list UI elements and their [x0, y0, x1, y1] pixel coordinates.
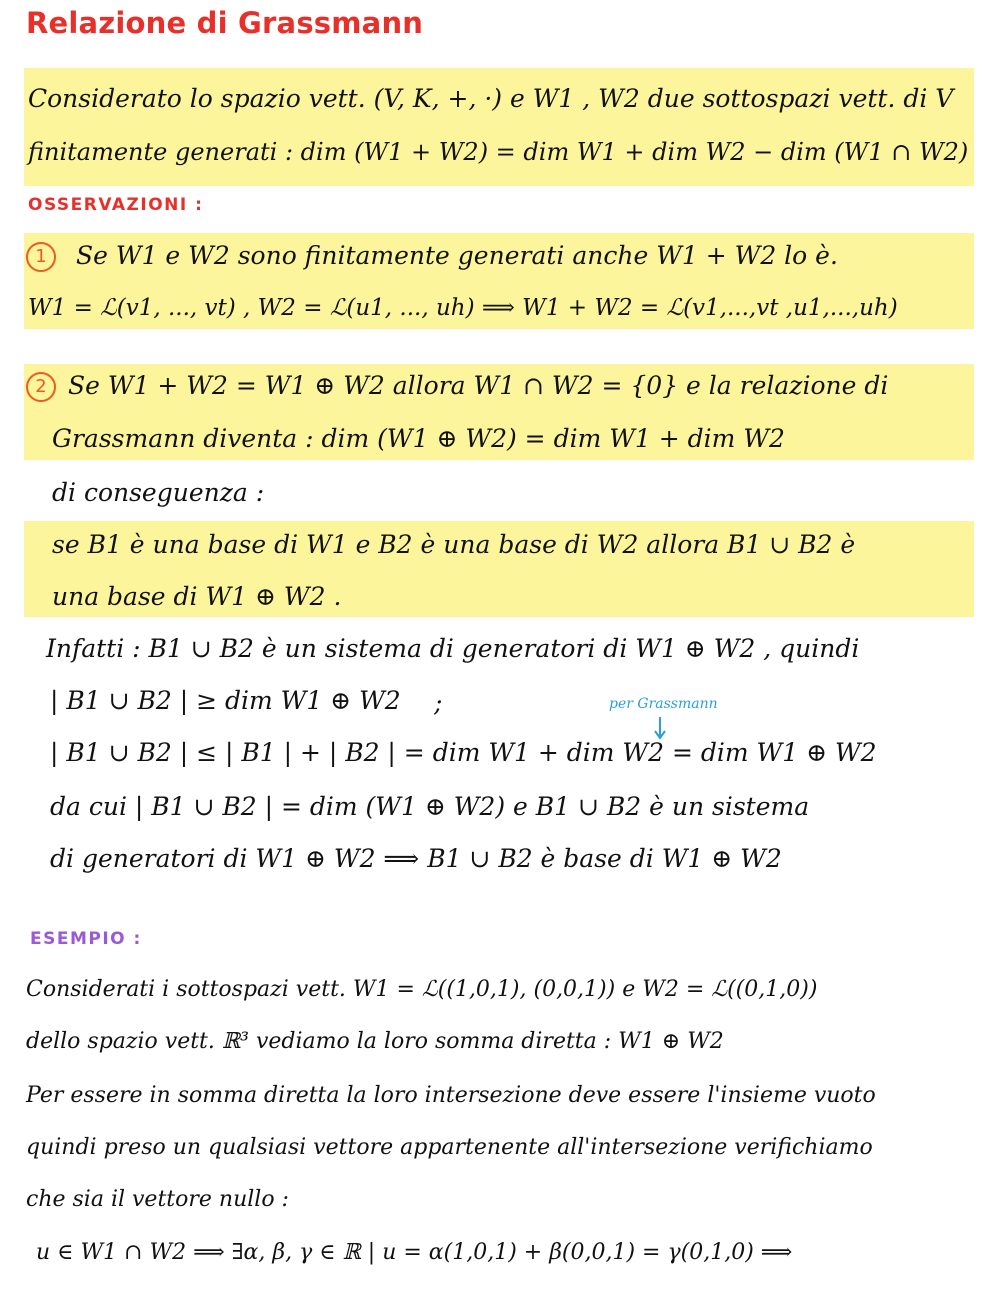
example-line-3: Per essere in somma diretta la loro intersezione deve essere l'insieme vuoto	[26, 1083, 876, 1108]
definition-line-2: finitamente generati : dim (W1 + W2) = dim W1 + dim W2 − dim (W1 ∩ W2)	[28, 138, 969, 166]
proof-line-2-semicolon: ;	[434, 688, 443, 717]
obs1-number-badge: 1	[26, 242, 56, 272]
obs2-line-1: Se W1 + W2 = W1 ⊕ W2 allora W1 ∩ W2 = {0} e la relazione di	[68, 371, 889, 400]
proof-line-5: di generatori di W1 ⊕ W2 ⟹ B1 ∪ B2 è base di W1 ⊕ W2	[50, 844, 782, 873]
definition-line-1: Considerato lo spazio vett. (V, K, +, ·) e W1 , W2 due sottospazi vett. di V	[28, 84, 954, 113]
obs2-number-badge: 2	[26, 372, 56, 402]
obs2-line-2: Grassmann diventa : dim (W1 ⊕ W2) = dim W1 + dim W2	[52, 424, 785, 453]
page-title: Relazione di Grassmann	[26, 6, 424, 40]
consequence-line-2: una base di W1 ⊕ W2 .	[52, 582, 342, 611]
obs1-line-2: W1 = ℒ(v1, ..., vt) , W2 = ℒ(u1, ..., uh) ⟹ W1 + W2 = ℒ(v1,...,vt ,u1,...,uh)	[28, 295, 898, 321]
observations-heading: OSSERVAZIONI :	[28, 195, 204, 215]
proof-line-4: da cui | B1 ∪ B2 | = dim (W1 ⊕ W2) e B1 ∪ B2 è un sistema	[50, 792, 810, 821]
example-line-5: che sia il vettore nullo :	[26, 1187, 289, 1212]
consequence-intro: di conseguenza :	[52, 478, 265, 507]
grassmann-note: per Grassmann	[609, 696, 718, 712]
example-line-2: dello spazio vett. ℝ³ vediamo la loro somma diretta : W1 ⊕ W2	[26, 1029, 724, 1054]
proof-line-2: | B1 ∪ B2 | ≥ dim W1 ⊕ W2	[50, 686, 401, 715]
example-line-1: Considerati i sottospazi vett. W1 = ℒ((1,0,1), (0,0,1)) e W2 = ℒ((0,1,0))	[26, 977, 818, 1002]
proof-line-1: Infatti : B1 ∪ B2 è un sistema di generatori di W1 ⊕ W2 , quindi	[46, 634, 860, 663]
proof-line-3: | B1 ∪ B2 | ≤ | B1 | + | B2 | = dim W1 + dim W2 = dim W1 ⊕ W2	[50, 738, 877, 767]
obs1-line-1: Se W1 e W2 sono finitamente generati anche W1 + W2 lo è.	[76, 241, 838, 270]
example-heading: ESEMPIO :	[30, 929, 142, 949]
consequence-line-1: se B1 è una base di W1 e B2 è una base di W2 allora B1 ∪ B2 è	[52, 530, 856, 559]
example-line-4: quindi preso un qualsiasi vettore appartenente all'intersezione verifichiamo	[26, 1135, 873, 1160]
example-line-6: u ∈ W1 ∩ W2 ⟹ ∃α, β, γ ∈ ℝ | u = α(1,0,1) + β(0,0,1) = γ(0,1,0) ⟹	[36, 1240, 793, 1265]
